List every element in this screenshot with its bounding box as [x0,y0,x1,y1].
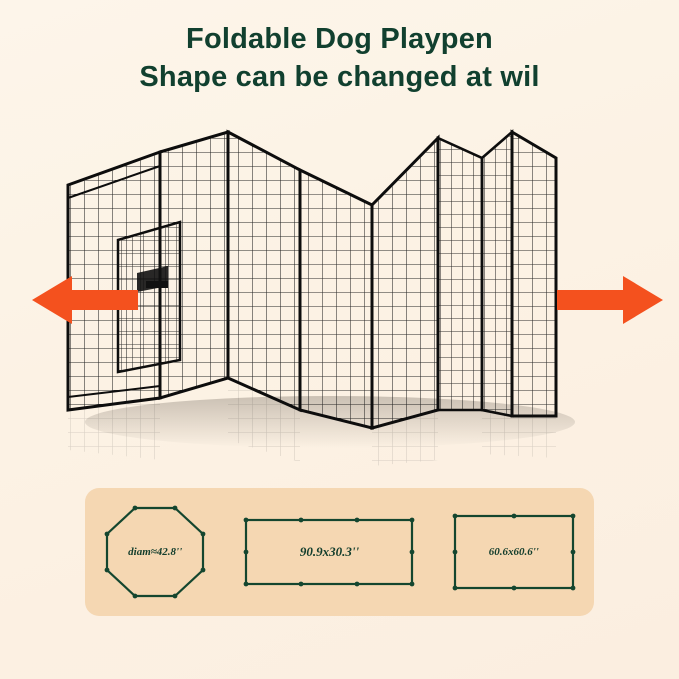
playpen-photo [0,110,679,470]
pen-panel-6 [438,138,482,410]
pen-panel-3 [228,132,300,410]
pen-panel-8 [512,132,556,416]
title-line-1: Foldable Dog Playpen [186,23,493,55]
title-line-2: Shape can be changed at wil [139,61,540,93]
octagon-shape-icon [101,502,209,602]
shape-option-square [450,502,578,602]
pen-panel-5 [372,138,438,428]
square-shape-icon [450,502,578,602]
pen-panel-7 [482,132,512,416]
arrow-left-icon [30,270,140,330]
rectangle-label: 90.9x30.3'' [299,544,360,559]
octagon-label: diam≈42.8'' [128,546,183,558]
title-block [0,20,679,96]
rectangle-shape-icon [241,502,417,602]
pen-panel-4 [300,170,372,428]
shape-option-rectangle [241,502,417,602]
shape-option-octagon [101,502,209,602]
square-label: 60.6x60.6'' [488,546,539,558]
arrow-right-icon [555,270,665,330]
shape-options-panel [85,488,594,616]
